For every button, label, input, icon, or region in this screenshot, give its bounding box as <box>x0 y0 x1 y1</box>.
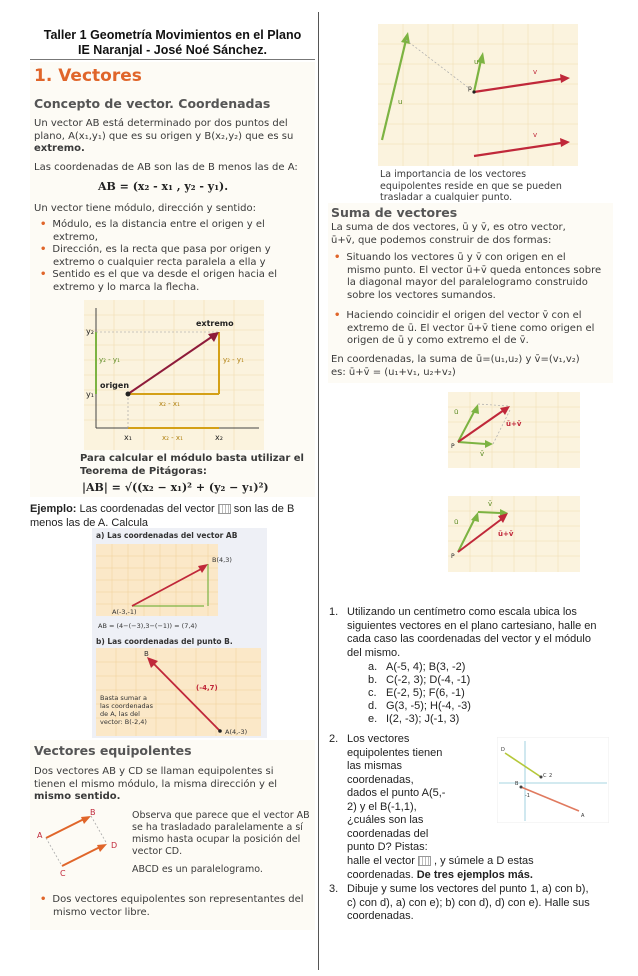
hint-line-2: las coordenadas <box>100 702 154 710</box>
ejemplo-line-2: menos las de A. Calcula <box>30 516 149 529</box>
exercise-1 <box>329 606 613 660</box>
concept-paragraph <box>34 118 314 156</box>
ejemplo-text-b: son las de B <box>230 503 295 515</box>
imp-line-b: equipolentes reside en que se pueden <box>380 180 562 192</box>
panel-b-point-a <box>218 729 222 733</box>
bullet-dot: • <box>334 310 341 321</box>
label-dx-mid: x₂ - x₁ <box>159 400 180 408</box>
vector-ab-eq-arrow <box>81 816 91 824</box>
ejemplo-title-b: b) Las coordenadas del punto B. <box>96 637 233 646</box>
exercise-2-line: Los vectores <box>347 733 410 745</box>
hint-line-3: de A, las del <box>100 710 140 718</box>
q2-line-e <box>347 855 613 869</box>
exercise-1-number: 1. <box>329 606 339 618</box>
suma2-label-u: ū <box>454 518 459 526</box>
vector-cd-eq-arrow <box>97 844 107 852</box>
observa-paragraph <box>132 810 314 876</box>
q2-text-e: halle el vector <box>347 855 418 867</box>
properties-list <box>40 219 314 294</box>
bullet-dot: • <box>40 219 47 230</box>
suma-coord-line-b: es: ū+v̄ = (u₁+v₁, u₂+v₂) <box>331 366 456 378</box>
bullet-libre-text: Dos vectores equipolentes son representantes del <box>52 894 304 905</box>
vector-coordinates-figure <box>84 300 264 450</box>
exercise-2-line: equipolentes tienen <box>347 746 443 759</box>
dash-ac <box>46 838 62 866</box>
column-divider <box>318 12 319 970</box>
ex2-bg <box>497 737 609 823</box>
bullet-libre <box>40 894 314 907</box>
exercise-1-item-text: C(-2, 3); D(-4, -1) <box>386 674 471 686</box>
ex2-label-c: C <box>543 773 547 779</box>
ejemplo-paragraph <box>30 503 318 530</box>
bullet-dot: • <box>40 894 47 905</box>
q1-line-c: cada caso las coordenadas del vector y el módulo <box>347 633 591 645</box>
obs-line-a: Observa que parece que el vector AB <box>132 810 310 821</box>
bullet-dot: • <box>40 269 47 280</box>
hint-line-4: vector: B(-2,4) <box>100 718 147 726</box>
bullet-modulo <box>40 219 314 232</box>
suma-line-b: ū+v̄, que podemos construir de dos formas: <box>331 234 552 246</box>
bullet-dot: • <box>334 252 341 263</box>
ex2-label-d: D <box>501 747 505 753</box>
exercise-1-item <box>368 674 608 687</box>
hint-line-1: Basta sumar a <box>100 694 147 702</box>
equipolentes-paragraph <box>34 766 314 804</box>
ejemplo-line-1 <box>30 503 318 517</box>
coords-paragraph: Las coordenadas de AB son las de B menos las de A: <box>34 162 298 173</box>
suma-bullet-1-d: sobre los vectores sumandos. <box>347 289 496 301</box>
exercise-2-line: punto D? Pistas: <box>347 841 428 853</box>
exercise-2-line: coordenadas del <box>347 827 429 840</box>
exercise-1-item-text: G(3, -5); H(-4, -3) <box>386 700 471 712</box>
libre-label-u: u <box>398 98 403 106</box>
exercise-1-item <box>368 713 608 726</box>
exercise-1-item-letter: a. <box>368 661 378 673</box>
section-title: 1. Vectores <box>34 66 142 86</box>
importancia-paragraph <box>380 169 610 204</box>
ex2-label-neg1: -1 <box>525 793 530 799</box>
label-d: D <box>111 841 118 850</box>
libre-label-v2: v <box>533 131 538 139</box>
dash-bd <box>91 816 107 844</box>
suma-bullet-2-c: origen de ū y como extremo el de v̄. <box>347 335 529 346</box>
page-header <box>30 28 315 58</box>
suma-paralelogramo-figure <box>448 392 580 468</box>
label-x1: x₁ <box>124 433 132 442</box>
eq-line-c: mismo sentido. <box>34 791 121 802</box>
suma-paragraph <box>331 222 611 247</box>
ex2-point-b <box>520 786 523 789</box>
vector-placeholder-icon <box>418 856 431 866</box>
bullet-modulo-cont: extremo, <box>53 231 98 243</box>
bullet-sentido <box>40 269 314 282</box>
exercise-1-item-letter: c. <box>368 687 377 699</box>
exercise-3-number: 3. <box>329 883 339 895</box>
exercise-1-item-text: A(-5, 4); B(3, -2) <box>386 661 466 673</box>
suma2-v <box>478 512 500 513</box>
q3-line-a: Dibuje y sume los vectores del punto 1, a) con b), <box>347 883 589 895</box>
panel-b-label-b: B <box>144 650 149 658</box>
vector-ab-eq <box>46 818 86 838</box>
exercise-1-item-letter: e. <box>368 713 378 725</box>
concept-title: Concepto de vector. Coordenadas <box>34 96 271 111</box>
panel-b-vec: (-4,7) <box>196 684 218 692</box>
suma-bullet-2-b: extremo de ū. El vector ū+v̄ tiene como origen el <box>347 322 595 334</box>
suma-bullet-1-text: Situando los vectores ū y v̄ con origen en el <box>346 252 566 263</box>
ex2-label-2: 2 <box>549 773 553 779</box>
vector-cd-eq <box>62 846 102 866</box>
imp-line-a: La importancia de los vectores <box>380 169 527 180</box>
suma1-label-v: v̄ <box>480 450 485 458</box>
obs-line-e: ABCD es un paralelogramo. <box>132 864 263 875</box>
p1-line-c: extremo. <box>34 143 85 154</box>
ex2-label-a: A <box>581 813 585 819</box>
panel-a-calc: AB = (4−(−3),3−(−1)) = (7,4) <box>98 622 198 630</box>
libre-label-v: v <box>533 68 538 76</box>
suma2-label-uv: ū+v̄ <box>498 530 514 538</box>
label-dx-bottom: x₂ - x₁ <box>162 434 183 442</box>
exercise-1-items <box>368 661 608 726</box>
origin-point <box>126 392 131 397</box>
vectores-libres-figure <box>378 24 578 166</box>
q3-line-c: coordenadas. <box>347 910 414 922</box>
exercise-2-line: dados el punto A(5,- <box>347 787 446 799</box>
q1-line-b: siguientes vectores en el plano cartesiano, halle en <box>347 619 597 632</box>
modulo-line-b: Teorema de Pitágoras: <box>80 465 207 477</box>
exercise-1-item-letter: b. <box>368 674 378 686</box>
suma-bullet-1-b: mismo punto. El vector ū+v̄ queda entonces sobre <box>347 264 602 276</box>
label-y1: y₁ <box>86 390 94 399</box>
bullet-dot: • <box>40 244 47 255</box>
suma-bullets <box>334 252 612 348</box>
q1-line-a: Utilizando un centímetro como escala ubica los <box>347 606 577 618</box>
header-line-1: Taller 1 Geometría Movimientos en el Plano <box>43 28 302 42</box>
label-c: C <box>60 869 66 878</box>
suma-bullet-2-text: Haciendo coincidir el origen del vector v̄ con el <box>346 310 582 321</box>
ejemplo-title-a: a) Las coordenadas del vector AB <box>96 531 238 540</box>
label-x2: x₂ <box>215 433 223 442</box>
formula-modulo: |AB| = √((x₂ − x₁)² + (y₂ − y₁)²) <box>82 481 269 494</box>
libre-label-u2: u <box>474 58 479 66</box>
q2-text-f: , y súmele a D estas <box>430 855 534 867</box>
exercise-1-text <box>329 606 613 660</box>
eq-line-a: Dos vectores AB y CD se llaman equipolentes si <box>34 766 274 777</box>
eq-line-b: tienen el mismo módulo, la misma dirección y el <box>34 778 278 790</box>
libre-point-p <box>472 90 475 93</box>
label-a: A <box>37 831 43 840</box>
suma-coordenadas <box>331 354 613 379</box>
exercise-1-item <box>368 661 608 674</box>
exercise-1-item-text: E(-2, 5); F(6, -1) <box>386 687 465 699</box>
label-b: B <box>90 808 96 817</box>
suma-triangulo-figure <box>448 496 580 572</box>
q2-bold: De tres ejemplos más. <box>416 868 533 881</box>
equipolentes-title: Vectores equipolentes <box>34 743 192 758</box>
label-dy-left: y₂ - y₁ <box>99 356 120 364</box>
exercise-1-item-text: I(2, -3); J(-1, 3) <box>386 713 460 725</box>
ejemplo-label: Ejemplo: <box>30 503 77 515</box>
label-y2: y₂ <box>86 327 94 336</box>
exercise-1-item <box>368 687 608 700</box>
suma1-label-uv: ū+v̄ <box>506 420 522 428</box>
label-extremo: extremo <box>196 319 234 328</box>
p1-line-a: Un vector AB está determinado por dos puntos del <box>34 118 288 129</box>
panel-b-label-a: A(4,-3) <box>225 728 248 736</box>
label-dy-right: y₂ - y₁ <box>223 356 244 364</box>
bullet-modulo-text: Módulo, es la distancia entre el origen y el <box>52 219 265 230</box>
suma-bullet-2 <box>334 310 612 323</box>
suma-coord-line-a: En coordenadas, la suma de ū=(u₁,u₂) y v̄=(v₁,v₂) <box>331 354 580 365</box>
exercise-2-figure <box>497 737 609 823</box>
suma-bullet-1-c: la diagonal mayor del paralelogramo construido <box>347 277 588 288</box>
exercise-2-line: las mismas <box>347 760 403 772</box>
p1-line-b: plano, A(x₁,y₁) que es su origen y B(x₂,y₂) que es su <box>34 130 294 142</box>
exercise-2-line: ¿cuáles son las <box>347 814 424 826</box>
q2-text-g: coordenadas. <box>347 868 417 881</box>
bullet-libre-cont: mismo vector libre. <box>53 906 150 918</box>
exercise-2-line: 2) y el B(-1,1), <box>347 800 417 813</box>
equipolentes-bullet <box>40 894 314 919</box>
exercise-1-item <box>368 700 608 713</box>
modulo-paragraph <box>80 453 316 478</box>
obs-line-c: mismo hasta ocupar la posición del <box>132 834 301 845</box>
header-line-2: IE Naranjal - José Noé Sánchez. <box>78 43 267 57</box>
equipolentes-figure <box>36 808 128 878</box>
ex2-label-b: B <box>515 781 519 787</box>
suma2-label-p: P <box>451 553 455 560</box>
q1-line-d: del mismo. <box>347 646 401 659</box>
label-origen: origen <box>100 381 130 390</box>
imp-line-c: trasladar a cualquier punto. <box>380 192 513 203</box>
obs-line-b: se ha trasladado paralelamente a sí <box>132 822 303 833</box>
q3-line-b: c) con d), a) con e); b) con d), d) con e). Halle sus <box>347 896 590 909</box>
suma-line-a: La suma de dos vectores, ū y v̄, es otro vector, <box>331 222 566 233</box>
exercise-3 <box>329 883 613 924</box>
suma-title: Suma de vectores <box>331 205 458 220</box>
properties-paragraph: Un vector tiene módulo, dirección y sentido: <box>34 203 256 214</box>
modulo-line-a: Para calcular el módulo basta utilizar el <box>80 453 304 464</box>
bullet-direccion <box>40 244 314 257</box>
exercise-2-text <box>329 733 455 855</box>
libre-label-p: p <box>468 85 472 92</box>
ejemplo-figure <box>92 528 267 738</box>
vector-placeholder-icon <box>218 504 231 514</box>
suma2-label-v: v̄ <box>488 500 493 508</box>
exercise-2-tail <box>347 855 613 882</box>
exercise-3-text <box>329 883 613 924</box>
bullet-sentido-text: Sentido es el que va desde el origen hacia el <box>52 269 277 280</box>
obs-line-d: vector CD. <box>132 846 183 857</box>
exercise-2-number: 2. <box>329 733 339 745</box>
exercise-1-item-letter: d. <box>368 700 378 712</box>
panel-a-point-a: A(-3,-1) <box>112 608 137 616</box>
suma1-label-p: P <box>451 443 455 450</box>
bullet-direccion-cont: extremo o cualquier recta paralela a ella y <box>53 256 266 268</box>
header-rule <box>30 59 315 60</box>
ejemplo-text-a: Las coordenadas del vector <box>76 503 218 515</box>
bullet-direccion-text: Dirección, es la recta que pasa por origen y <box>52 244 271 255</box>
exercise-2-line: coordenadas, <box>347 773 414 786</box>
q2-line-g <box>347 869 613 883</box>
suma1-label-u: ū <box>454 408 459 416</box>
formula-coords: AB = (x₂ - x₁ , y₂ - y₁). <box>98 180 229 193</box>
panel-a-point-b: B(4,3) <box>212 556 232 564</box>
suma-bullet-1 <box>334 252 612 265</box>
bullet-sentido-cont: extremo y lo marca la flecha. <box>53 281 200 293</box>
